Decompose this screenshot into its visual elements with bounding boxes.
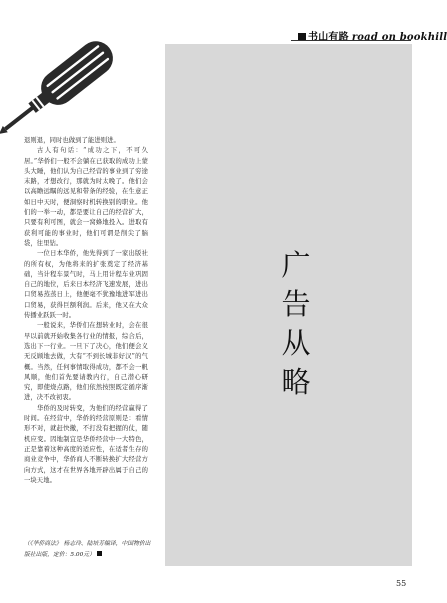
source-text: （《华侨商法》 杨志玲、陆培芳编译，中国物价出版社出版，定价：5.00元） (24, 541, 151, 558)
body-paragraph: 一般说来，华侨们在想转业时，会在很早以前就开始收集各行业的情报，综合后，选出下一行业。一旦下了决心，他们便会义无反顾地去做，大有“不到长城非好汉”的气概。当然，任何事情取得成功，都不会一帆风顺，他们首先要请教内行，自己潜心研究，即使烧点路，他们依然按照既定循序渐进，决不改初衷。 (24, 322, 148, 402)
page-number: 55 (396, 579, 407, 588)
end-square-icon (97, 551, 102, 556)
article-body (24, 136, 148, 486)
section-title-en: road on bookhill (351, 32, 447, 43)
body-paragraph: 一位日本华侨，他先得到了一家出版社的所有权，为他将来的扩张奠定了经济基础，当计程车景气时，马上用计程车业巩固自己的地位，后来日本经济飞速发展，进出口贸易蒸蒸日上，他便毫不犹豫地进军进出口贸易，获得巨额利润。后来，他又在大众传播业跃跃一时。 (24, 250, 148, 320)
title-char: 略 (281, 365, 311, 399)
article-title (280, 246, 312, 402)
screwdriver-icon (10, 10, 150, 135)
header-rule (291, 40, 411, 41)
screwdriver-shaft (4, 105, 35, 130)
body-paragraph: 华侨的及时转变，为他们的经营赢得了时间。在经营中，华侨的经营原则是：看情形不对，就赶快撤，不打没有把握的仗，随机应变。因地制宜是华侨经营中一大特色，正是靠着这种高度的适应性，在适者生存的商业竞争中，华侨商人不断转换扩大经营方向方式，这才在世界各地开辟出属于自己的一块天地。 (24, 404, 148, 484)
section-title-cn: 书山有路 (308, 32, 349, 43)
title-char: 广 (281, 248, 311, 282)
body-paragraph: 退则退，同时也做到了能进则进。 (24, 137, 120, 144)
title-char: 告 (281, 287, 311, 321)
source-citation (24, 539, 154, 560)
title-char: 从 (281, 326, 311, 360)
body-paragraph: 古人有句话：“成功之下，不可久居。”华侨们一般不会躺在已获取的成功上蒙头大睡，他们认为自己经营的事业到了穷途末路，才想改行，那就为时太晚了。他们会以高瞻远瞩的远见和带条的经验，在生意正如日中天时，便洞察时机转换别的职业。他们的一举一动，都是要让自己的经营扩大，只要有利可图，就会一窝蜂地投入。进取有获利可能的事业时，他们可谓是削尖了脑袋，往里钻。 (24, 147, 148, 247)
